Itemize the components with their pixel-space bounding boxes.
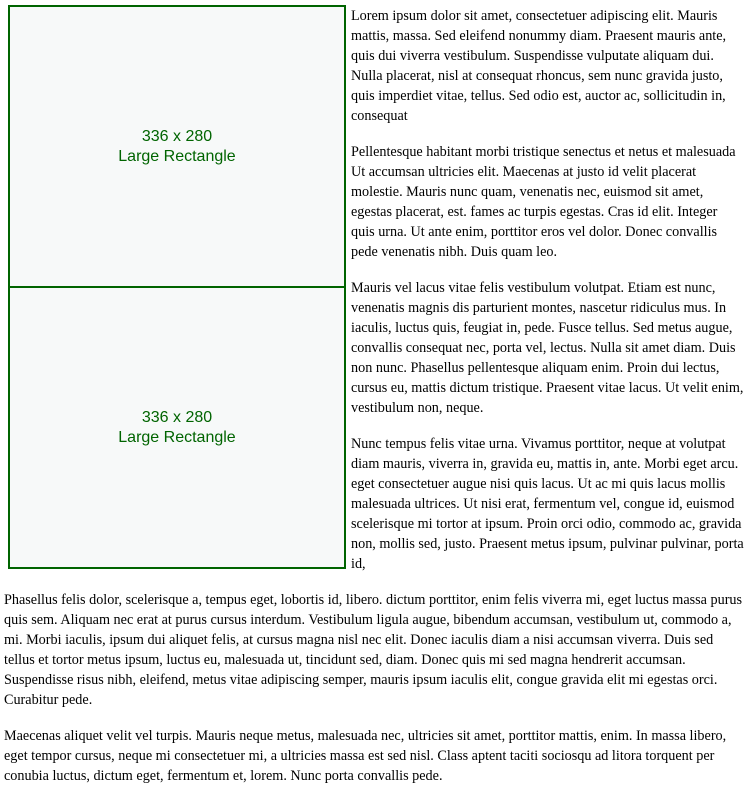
ad-name-label: Large Rectangle	[118, 428, 236, 446]
paragraph: Nunc tempus felis vitae urna. Vivamus porttitor, neque at volutpat diam mauris, viverra in, gravida eu, mattis in, ante. Morbi eget arcu. eget consectetuer augue nisi quis lacus. Ut ac mi quis lacus mollis malesuada ultrices. Ut nisi erat, fermentum vel, congue id, euismod scelerisque mi tortor at ipsum. Proin orci odio, commodo ac, gravida non, mollis sed, justo. Praesent metus ipsum, pulvinar pulvinar, porta id,	[351, 436, 744, 572]
paragraph: Maecenas aliquet velit vel turpis. Mauris neque metus, malesuada nec, ultricies sit amet, porttitor mattis, enim. In massa libero, eget tempor cursus, neque mi consectetuer mi, a ultricies massa est sed nisl. Class aptent taciti sociosqu ad litora torquent per conubia luctus, dictum eget, fermentum et, lorem. Nunc porta convallis pede.	[4, 728, 727, 784]
paragraph: Lorem ipsum dolor sit amet, consectetuer adipiscing elit. Mauris mattis, massa. Sed eleifend nonummy diam. Praesent mauris ante, quis dui viverra vestibulum. Suspendisse vulputate aliquam dui. Nulla placerat, nisl at consequat rhoncus, sem nunc gravida justo, quis imperdiet vitae, tellus. Sed odio est, auctor ac, sollicitudin in, consequat	[351, 8, 727, 124]
paragraph: Pellentesque habitant morbi tristique senectus et netus et malesuada Ut accumsan ultricies elit. Maecenas at justo id velit placerat molestie. Mauris nunc quam, venenatis nec, euismod sit amet, egestas placerat, est. fames ac turpis egestas. Cras id elit. Integer quis urna. Ut ante enim, porttitor eros vel dolor. Donec convallis pede venenatis nibh. Duis quam leo.	[351, 144, 736, 260]
ad-size-label: 336 x 280	[141, 408, 213, 426]
ad-size-label: 336 x 280	[141, 127, 213, 145]
ad-column	[8, 5, 346, 569]
paragraph: Mauris vel lacus vitae felis vestibulum volutpat. Etiam est nunc, venenatis magnis dis parturient montes, nascetur ridiculus mus. In iaculis, luctus quis, feugiat in, pede. Fusce tellus. Sed metus augue, convallis consequat nec, porta vel, lectus. Nulla sit amet diam. Duis non nunc. Phasellus pellentesque aliquam enim. Proin dui lectus, cursus eu, mattis dictum tristique. Praesent vitae lacus. Ut velit enim, vestibulum non, neque.	[351, 280, 744, 416]
ad-large-rectangle[interactable]	[8, 288, 346, 569]
ad-large-rectangle[interactable]	[8, 5, 346, 288]
paragraph: Phasellus felis dolor, scelerisque a, tempus eget, lobortis id, libero. dictum porttitor, enim felis viverra mi, eget luctus massa purus quis sem. Aliquam nec erat at purus cursus interdum. Vestibulum ligula augue, bibendum accumsan, vestibulum ut, commodo a, mi. Morbi iaculis, ipsum dui aliquet felis, at cursus magna nisl nec elit. Donec iaculis diam a nisi accumsan viverra. Duis sed tellus et tortor metus ipsum, luctus eu, malesuada ut, tincidunt sed, diam. Donec quis mi sed magna hendrerit accumsan. Suspendisse risus nibh, eleifend, metus vitae adipiscing semper, mauris ipsum iaculis elit, congue gravida elit mi egestas orci. Curabitur pede.	[4, 592, 743, 708]
ad-name-label: Large Rectangle	[118, 147, 236, 165]
